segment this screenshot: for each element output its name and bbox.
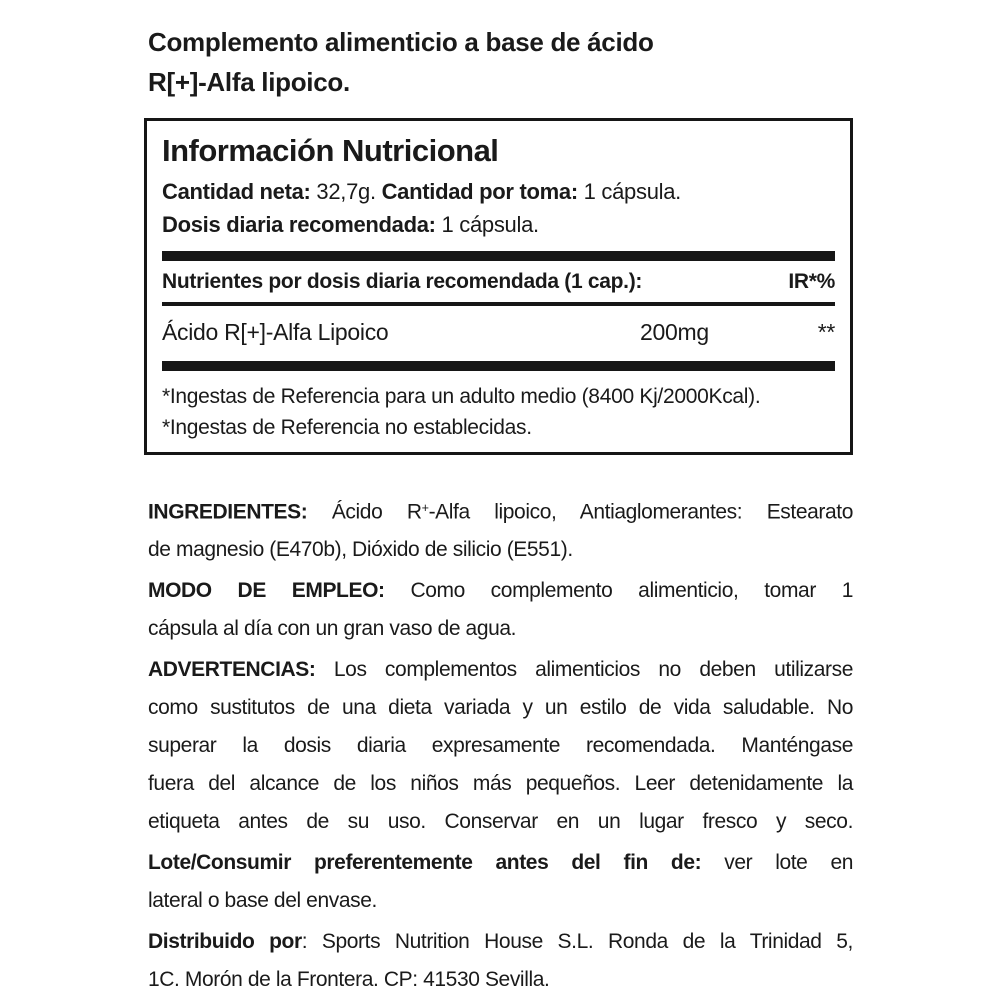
text-segment: superar la dosis diaria expresamente recomendada. Manténgase: [148, 734, 853, 758]
text-line: [148, 531, 853, 569]
nutrient-ir-value: **: [817, 319, 835, 345]
footnote: *Ingestas de Referencia no establecidas.: [162, 416, 532, 439]
text-line: [148, 844, 853, 882]
nutrients-header-label: Nutrientes por dosis diaria recomendada (1 cap.):: [162, 270, 643, 293]
text-segment: Cantidad por toma:: [381, 179, 578, 204]
thick-separator: [162, 251, 835, 261]
text-line: [148, 803, 853, 841]
text-line: [148, 961, 853, 999]
text-segment: ver lote en: [701, 851, 854, 875]
nutrition-panel: [144, 118, 853, 455]
text-segment: etiqueta antes de su uso. Conservar en un lugar fresco y seco.: [148, 810, 853, 834]
text-segment: INGREDIENTES:: [148, 500, 308, 524]
lot-paragraph: [148, 844, 853, 920]
text-segment: Ácido R: [307, 500, 422, 524]
product-description-line: R[+]-Alfa lipoico.: [148, 67, 350, 97]
product-description-line: Complemento alimenticio a base de ácido: [148, 27, 654, 57]
usage-paragraph: [148, 572, 853, 648]
text-segment: : Sports Nutrition House S.L. Ronda de la Trinidad 5,: [301, 930, 853, 954]
text-line: [162, 208, 835, 241]
nutrients-header-row: [162, 261, 835, 302]
text-segment: cápsula al día con un gran vaso de agua.: [148, 617, 517, 641]
text-segment: Los complementos alimenticios no deben utilizarse: [315, 658, 853, 682]
text-segment: Cantidad neta:: [162, 179, 311, 204]
text-line: [148, 489, 853, 531]
ir-column-header: IR*%: [788, 270, 835, 293]
text-line: [148, 882, 853, 920]
text-segment: lateral o base del envase.: [148, 889, 377, 913]
nutrient-name: Ácido R[+]-Alfa Lipoico: [162, 319, 389, 345]
nutrition-panel-title: Información Nutricional: [162, 133, 499, 168]
text-segment: Lote/Consumir preferentemente antes del fin de:: [148, 851, 702, 875]
nutrient-row: [162, 306, 835, 361]
text-line: [148, 610, 853, 648]
text-line: [148, 765, 853, 803]
text-segment: +: [421, 501, 429, 515]
serving-info: [162, 175, 835, 241]
text-segment: 1 cápsula.: [577, 179, 681, 204]
text-segment: 1 cápsula.: [435, 212, 539, 237]
text-line: [148, 689, 853, 727]
nutrient-amount: 200mg: [640, 319, 709, 345]
text-segment: 1C. Morón de la Frontera. CP: 41530 Sevilla.: [148, 968, 550, 992]
footnotes: [162, 381, 835, 443]
text-segment: -Alfa lipoico, Antiaglomerantes: Estearato: [428, 500, 853, 524]
text-line: [148, 727, 853, 765]
text-segment: ADVERTENCIAS:: [148, 658, 316, 682]
text-line: [148, 651, 853, 689]
text-segment: Distribuido por: [148, 930, 302, 954]
warnings-paragraph: [148, 651, 853, 841]
text-segment: de magnesio (E470b), Dióxido de silicio (E551).: [148, 538, 573, 562]
product-description: [148, 22, 868, 102]
text-line: [162, 175, 835, 208]
text-segment: fuera del alcance de los niños más pequeños. Leer detenidamente la: [148, 772, 853, 796]
distributor-paragraph: [148, 923, 853, 999]
text-segment: Dosis diaria recomendada:: [162, 212, 436, 237]
text-segment: Como complemento alimenticio, tomar 1: [384, 579, 854, 603]
text-line: [148, 572, 853, 610]
label-body: [148, 489, 853, 1000]
text-segment: MODO DE EMPLEO:: [148, 579, 385, 603]
thick-separator: [162, 361, 835, 371]
footnote: *Ingestas de Referencia para un adulto medio (8400 Kj/2000Kcal).: [162, 385, 761, 408]
text-segment: 32,7g.: [310, 179, 382, 204]
ingredients-paragraph: [148, 489, 853, 569]
text-segment: como sustitutos de una dieta variada y un estilo de vida saludable. No: [148, 696, 853, 720]
text-line: [148, 923, 853, 961]
